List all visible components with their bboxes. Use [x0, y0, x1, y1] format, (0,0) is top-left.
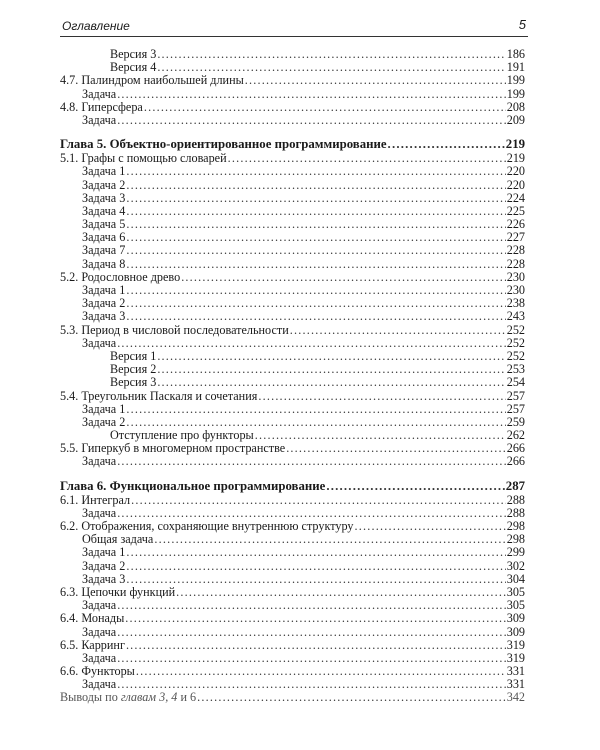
toc-entry-label: Задача: [82, 112, 117, 127]
toc-entry-page: 252: [506, 335, 525, 350]
toc-entry[interactable]: [60, 74, 525, 87]
toc-entry-page: 305: [506, 598, 525, 613]
toc-entry-page: 319: [506, 650, 525, 665]
toc-entry-label: [60, 691, 196, 704]
toc-entry[interactable]: [60, 218, 525, 231]
dot-leader: [176, 586, 506, 599]
toc-entry-page: 227: [506, 230, 525, 245]
dot-leader: [255, 429, 506, 442]
toc-entry-label: Общая задача: [82, 532, 154, 547]
toc-entry[interactable]: [60, 455, 525, 468]
toc-entry-page: 257: [506, 388, 525, 403]
toc-entry-label: 5.1. Графы с помощью словарей: [60, 151, 227, 166]
toc-entry-label: Задача 2: [82, 558, 126, 573]
toc-entry-label: Задача 1: [82, 401, 126, 416]
toc-entry[interactable]: [60, 533, 525, 546]
toc-entry-page: 304: [506, 571, 525, 586]
dot-leader: [117, 626, 506, 639]
toc-entry-page: 199: [506, 73, 525, 88]
toc-entry[interactable]: [60, 626, 525, 639]
toc-entry-page: 257: [506, 401, 525, 416]
toc-entry[interactable]: [60, 586, 525, 599]
toc-entry-label: Задача 3: [82, 309, 126, 324]
toc-entry[interactable]: [60, 442, 525, 455]
toc-entry-page: 209: [506, 112, 525, 127]
toc-entry-page: 228: [506, 243, 525, 258]
toc-entry-page: 266: [506, 454, 525, 469]
toc-entry-page: 298: [506, 532, 525, 547]
toc-entry-page: 298: [506, 519, 525, 533]
toc-entry-label: Задача 1: [82, 164, 126, 179]
toc-entry-page: 254: [506, 375, 525, 390]
toc-entry-conclusion[interactable]: [60, 691, 525, 704]
dot-leader: [126, 205, 505, 218]
toc-entry-page: 305: [506, 584, 525, 599]
toc-entry-page: 299: [506, 545, 525, 560]
toc-entry-page: 225: [506, 203, 525, 218]
toc-entry[interactable]: [60, 612, 525, 625]
running-header: [60, 16, 528, 37]
toc-entry-page: 186: [506, 47, 525, 61]
toc-entry-page: 287: [505, 478, 525, 493]
toc-entry-page: 342: [506, 690, 525, 705]
toc-entry-page: 243: [506, 309, 525, 324]
toc-entry-label: Задача 3: [82, 190, 126, 205]
toc-entry-label: Задача 3: [82, 571, 126, 586]
dot-leader: [117, 652, 506, 665]
toc-entry-label: 6.2. Отображения, сохраняющие внутреннюю структуру: [60, 519, 354, 533]
dot-leader: [126, 218, 505, 231]
dot-leader: [157, 48, 505, 61]
dot-leader: [117, 599, 506, 612]
toc-entry[interactable]: [60, 599, 525, 612]
dot-leader: [245, 74, 506, 87]
dot-leader: [126, 179, 505, 192]
toc-entry[interactable]: [60, 88, 525, 101]
toc-entry-page: 266: [506, 441, 525, 456]
toc-entry[interactable]: [60, 179, 525, 192]
dot-leader: [126, 231, 505, 244]
toc-entry[interactable]: [60, 376, 525, 389]
toc-entry-page: 253: [506, 362, 525, 377]
table-of-contents: [60, 48, 525, 705]
toc-entry-page: 331: [506, 664, 525, 679]
toc-entry[interactable]: [60, 546, 525, 559]
toc-entry[interactable]: [60, 271, 525, 284]
toc-entry-label: 4.8. Гиперсфера: [60, 99, 143, 114]
toc-entry-page: 309: [506, 624, 525, 639]
dot-leader: [355, 520, 506, 533]
toc-entry-page: 199: [506, 86, 525, 101]
toc-entry-label: Задача 2: [82, 177, 126, 192]
toc-entry-label: 5.5. Гиперкуб в многомерном пространстве: [60, 441, 286, 456]
toc-entry[interactable]: [60, 205, 525, 218]
dot-leader: [258, 390, 505, 403]
conclusion-suffix: и 6: [180, 690, 197, 705]
dot-leader: [117, 455, 506, 468]
toc-chapter-entry[interactable]: [60, 137, 525, 152]
toc-entry[interactable]: [60, 231, 525, 244]
toc-entry[interactable]: [60, 101, 525, 114]
toc-entry-page: 331: [506, 677, 525, 692]
toc-entry[interactable]: [60, 244, 525, 257]
toc-entry-label: Задача 6: [82, 230, 126, 245]
dot-leader: [326, 479, 504, 494]
dot-leader: [126, 560, 505, 573]
toc-entry-page: 288: [506, 492, 525, 507]
dot-leader: [126, 192, 505, 205]
toc-entry-label: Задача: [82, 454, 117, 469]
dot-leader: [126, 639, 506, 652]
dot-leader: [126, 573, 505, 586]
toc-entry[interactable]: [60, 390, 525, 403]
toc-entry-page: 319: [506, 637, 525, 652]
toc-entry-label: Задача 5: [82, 217, 126, 232]
dot-leader: [125, 612, 505, 625]
dot-leader: [157, 350, 505, 363]
toc-entry-label: Задача: [82, 677, 117, 692]
toc-entry-label: Задача 1: [82, 545, 126, 560]
toc-entry-label: 5.3. Период в числовой последовательности: [60, 322, 289, 337]
toc-entry[interactable]: [60, 297, 525, 310]
dot-leader: [117, 114, 506, 127]
toc-entry-label: 5.4. Треугольник Паскаля и сочетания: [60, 388, 258, 403]
toc-entry[interactable]: [60, 560, 525, 573]
dot-leader: [144, 101, 506, 114]
toc-entry-label: Задача 2: [82, 296, 126, 311]
toc-entry-page: 238: [506, 296, 525, 311]
toc-entry-page: 262: [506, 428, 525, 443]
toc-entry[interactable]: [60, 310, 525, 323]
dot-leader: [126, 284, 505, 297]
dot-leader: [131, 494, 506, 507]
toc-entry[interactable]: [60, 573, 525, 586]
dot-leader: [181, 271, 506, 284]
dot-leader: [290, 324, 506, 337]
toc-entry-label: 5.2. Родословное древо: [60, 269, 181, 284]
dot-leader: [126, 403, 505, 416]
toc-entry-label: Задача 2: [82, 414, 126, 429]
dot-leader: [126, 165, 505, 178]
dot-leader: [228, 152, 506, 165]
toc-entry-label: 6.4. Монады: [60, 611, 125, 626]
toc-entry-page: 228: [506, 256, 525, 271]
toc-entry-label: Задача: [82, 505, 117, 520]
dot-leader: [126, 310, 505, 323]
toc-entry-page: 219: [505, 137, 525, 152]
conclusion-prefix: Выводы по: [60, 690, 118, 705]
toc-entry[interactable]: [60, 639, 525, 652]
toc-entry-label: 6.1. Интеграл: [60, 492, 131, 507]
toc-entry-label: Версия 3: [110, 375, 157, 390]
toc-entry[interactable]: [60, 324, 525, 337]
toc-entry-page: 230: [506, 283, 525, 297]
toc-entry-label: 6.6. Функторы: [60, 664, 135, 679]
toc-entry[interactable]: [60, 165, 525, 178]
toc-entry-page: 219: [506, 151, 525, 166]
toc-entry-label: Задача: [82, 624, 117, 639]
toc-entry[interactable]: [60, 114, 525, 127]
toc-entry-label: 6.3. Цепочки функций: [60, 584, 176, 599]
dot-leader: [388, 137, 505, 152]
toc-entry-label: Задача: [82, 335, 117, 350]
toc-entry-label: Задача 8: [82, 256, 126, 271]
toc-entry-label: Задача 7: [82, 243, 126, 258]
toc-entry-page: 220: [506, 177, 525, 192]
toc-entry-label: Глава 5. Объектно-ориентированное программирование: [60, 137, 387, 152]
dot-leader: [117, 88, 506, 101]
toc-entry-label: Задача: [82, 86, 117, 101]
dot-leader: [126, 546, 505, 559]
toc-entry-page: 224: [506, 190, 525, 205]
toc-entry-label: Задача 4: [82, 203, 126, 218]
toc-entry[interactable]: [60, 337, 525, 350]
toc-entry-label: Версия 3: [110, 47, 157, 61]
toc-entry-label: Версия 2: [110, 362, 157, 377]
toc-entry-page: 259: [506, 414, 525, 429]
dot-leader: [126, 244, 505, 257]
toc-entry-label: Версия 1: [110, 348, 157, 363]
toc-entry-label: Версия 4: [110, 60, 157, 75]
dot-leader: [136, 665, 506, 678]
toc-chapter-entry[interactable]: [60, 479, 525, 494]
toc-entry[interactable]: [60, 152, 525, 165]
dot-leader: [286, 442, 506, 455]
running-header-title: Оглавление: [62, 19, 130, 33]
toc-entry-page: 208: [506, 99, 525, 114]
dot-leader: [157, 376, 505, 389]
toc-entry-page: 226: [506, 217, 525, 232]
toc-entry-label: Задача: [82, 598, 117, 613]
toc-entry-label: 4.7. Палиндром наибольшей длины: [60, 73, 244, 88]
toc-entry-page: 252: [506, 322, 525, 337]
toc-entry[interactable]: [60, 403, 525, 416]
dot-leader: [126, 258, 505, 271]
dot-leader: [197, 691, 506, 704]
toc-entry-page: 252: [506, 348, 525, 363]
dot-leader: [154, 533, 505, 546]
toc-entry-page: 230: [506, 269, 525, 284]
toc-entry-label: Задача 1: [82, 283, 126, 297]
toc-entry[interactable]: [60, 494, 525, 507]
conclusion-italic: главам 3, 4: [120, 690, 178, 705]
toc-entry[interactable]: [60, 284, 525, 297]
page-number: 5: [518, 17, 526, 32]
toc-entry-label: Глава 6. Функциональное программирование: [60, 478, 326, 493]
dot-leader: [126, 297, 505, 310]
toc-entry-label: 6.5. Карринг: [60, 637, 125, 652]
toc-entry-label: Задача: [82, 650, 117, 665]
toc-entry[interactable]: [60, 258, 525, 271]
toc-entry-page: 220: [506, 164, 525, 179]
dot-leader: [157, 363, 505, 376]
toc-entry[interactable]: [60, 665, 525, 678]
toc-entry-page: 288: [506, 505, 525, 520]
toc-entry-label: Отступление про функторы: [110, 428, 254, 443]
toc-entry-page: 302: [506, 558, 525, 573]
toc-entry-page: 309: [506, 611, 525, 626]
dot-leader: [117, 337, 506, 350]
toc-entry-page: 191: [506, 60, 525, 75]
toc-entry[interactable]: [60, 192, 525, 205]
